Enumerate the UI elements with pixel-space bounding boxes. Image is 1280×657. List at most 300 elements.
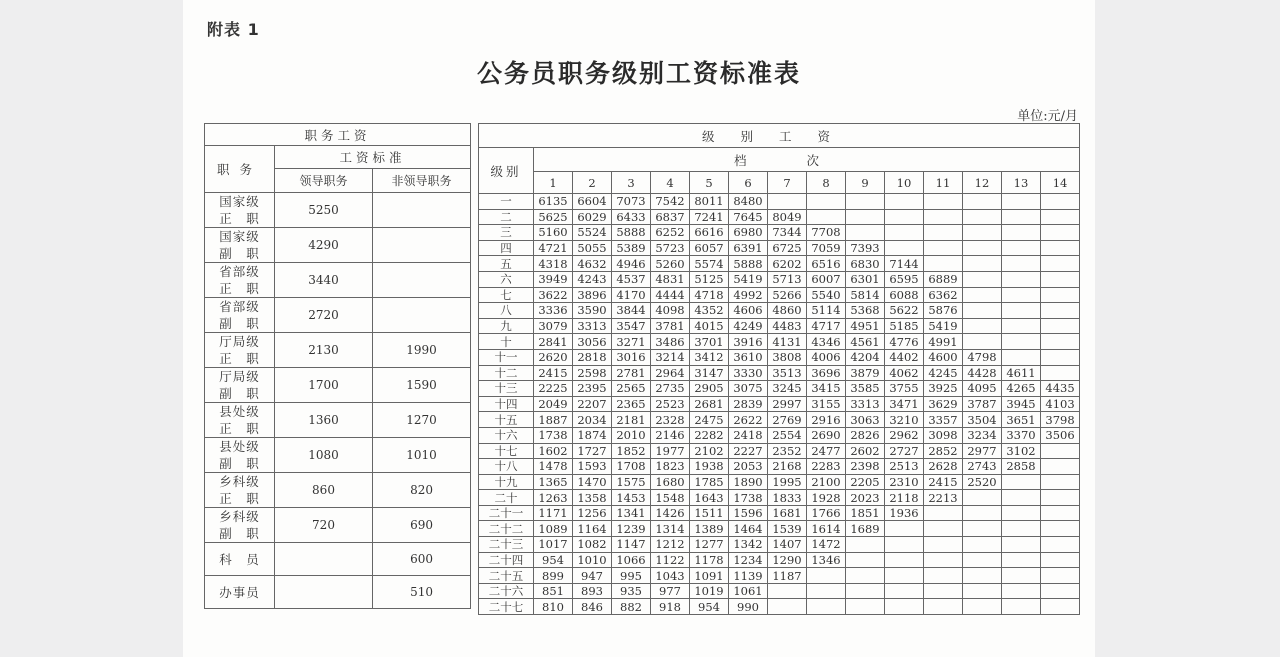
salary-cell: 3155 <box>807 396 846 412</box>
position-row <box>205 298 471 333</box>
grade-row <box>479 365 1080 381</box>
salary-cell: 3798 <box>1041 412 1080 428</box>
salary-cell: 2207 <box>573 396 612 412</box>
salary-cell: 3214 <box>651 349 690 365</box>
nonleader-salary-cell: 1010 <box>373 438 471 473</box>
salary-cell: 5266 <box>768 287 807 303</box>
salary-cell: 3504 <box>963 412 1002 428</box>
salary-cell <box>1002 349 1041 365</box>
salary-cell: 1681 <box>768 505 807 521</box>
salary-cell: 2681 <box>690 396 729 412</box>
salary-cell: 2475 <box>690 412 729 428</box>
grade-row <box>479 599 1080 615</box>
salary-cell <box>885 194 924 210</box>
grade-row <box>479 412 1080 428</box>
salary-cell <box>1002 271 1041 287</box>
position-name-line2: 正 职 <box>219 421 260 436</box>
nonleader-salary-cell: 1270 <box>373 403 471 438</box>
grade-row <box>479 303 1080 319</box>
salary-cell <box>807 568 846 584</box>
step-number-header: 1 <box>534 172 573 194</box>
leader-salary-cell: 4290 <box>275 228 373 263</box>
position-row <box>205 473 471 508</box>
position-name-line1: 县处级 <box>219 404 260 419</box>
salary-cell <box>846 568 885 584</box>
salary-cell: 2365 <box>612 396 651 412</box>
salary-cell <box>1041 365 1080 381</box>
salary-cell <box>846 552 885 568</box>
salary-cell <box>768 583 807 599</box>
salary-cell <box>924 568 963 584</box>
salary-cell: 1212 <box>651 537 690 553</box>
grade-label: 六 <box>479 271 534 287</box>
position-name <box>205 263 275 298</box>
salary-cell: 1066 <box>612 552 651 568</box>
salary-cell: 2168 <box>768 459 807 475</box>
salary-cell: 1346 <box>807 552 846 568</box>
salary-cell: 4606 <box>729 303 768 319</box>
salary-cell: 1928 <box>807 490 846 506</box>
salary-cell: 5419 <box>729 271 768 287</box>
position-name-line2: 副 职 <box>219 316 260 331</box>
salary-cell: 4946 <box>612 256 651 272</box>
salary-cell: 2997 <box>768 396 807 412</box>
salary-cell <box>768 194 807 210</box>
salary-cell: 1263 <box>534 490 573 506</box>
salary-cell: 2622 <box>729 412 768 428</box>
step-number-header: 3 <box>612 172 651 194</box>
grade-label: 二十五 <box>479 568 534 584</box>
salary-cell: 990 <box>729 599 768 615</box>
salary-cell <box>1041 225 1080 241</box>
salary-cell: 5160 <box>534 225 573 241</box>
position-row <box>205 333 471 368</box>
salary-cell <box>1002 240 1041 256</box>
salary-cell: 4860 <box>768 303 807 319</box>
salary-cell: 4991 <box>924 334 963 350</box>
salary-cell <box>924 537 963 553</box>
grade-label: 一 <box>479 194 534 210</box>
salary-cell: 3585 <box>846 381 885 397</box>
salary-cell <box>1041 334 1080 350</box>
step-number-header: 5 <box>690 172 729 194</box>
nonleader-salary-cell <box>373 298 471 333</box>
salary-cell <box>963 537 1002 553</box>
salary-cell: 4428 <box>963 365 1002 381</box>
salary-cell: 1178 <box>690 552 729 568</box>
salary-cell <box>963 568 1002 584</box>
salary-cell <box>1041 271 1080 287</box>
salary-cell <box>963 552 1002 568</box>
salary-cell: 6889 <box>924 271 963 287</box>
position-name-line2: 正 职 <box>219 491 260 506</box>
salary-cell: 4170 <box>612 287 651 303</box>
salary-cell: 6202 <box>768 256 807 272</box>
salary-cell: 3098 <box>924 427 963 443</box>
position-name-line1: 县处级 <box>219 439 260 454</box>
salary-cell: 1164 <box>573 521 612 537</box>
salary-cell: 3547 <box>612 318 651 334</box>
salary-cell <box>885 225 924 241</box>
salary-cell: 5389 <box>612 240 651 256</box>
salary-cell: 8049 <box>768 209 807 225</box>
salary-cell: 3471 <box>885 396 924 412</box>
salary-cell: 4721 <box>534 240 573 256</box>
salary-cell: 2477 <box>807 443 846 459</box>
nonleader-salary-cell: 510 <box>373 576 471 609</box>
salary-cell: 3629 <box>924 396 963 412</box>
nonleader-salary-cell: 600 <box>373 543 471 576</box>
salary-cell: 4318 <box>534 256 573 272</box>
salary-cell: 1314 <box>651 521 690 537</box>
salary-cell <box>1041 194 1080 210</box>
salary-cell: 2690 <box>807 427 846 443</box>
grade-label: 二十三 <box>479 537 534 553</box>
salary-cell: 1277 <box>690 537 729 553</box>
salary-cell: 4131 <box>768 334 807 350</box>
position-name-line1: 国家级 <box>219 194 260 209</box>
salary-cell: 1823 <box>651 459 690 475</box>
grade-label: 二十六 <box>479 583 534 599</box>
grade-row <box>479 209 1080 225</box>
salary-cell <box>1041 240 1080 256</box>
salary-cell: 1936 <box>885 505 924 521</box>
salary-cell <box>885 568 924 584</box>
grade-row <box>479 240 1080 256</box>
salary-cell: 4992 <box>729 287 768 303</box>
position-row <box>205 368 471 403</box>
salary-cell: 6604 <box>573 194 612 210</box>
salary-cell: 3787 <box>963 396 1002 412</box>
grade-label: 十三 <box>479 381 534 397</box>
salary-cell: 1851 <box>846 505 885 521</box>
salary-cell: 947 <box>573 568 612 584</box>
salary-cell: 1890 <box>729 474 768 490</box>
salary-cell: 6362 <box>924 287 963 303</box>
nonleader-column-header: 非领导职务 <box>373 169 471 193</box>
salary-cell: 3330 <box>729 365 768 381</box>
grade-salary-table <box>478 123 1080 615</box>
salary-cell: 5260 <box>651 256 690 272</box>
salary-cell <box>1041 318 1080 334</box>
step-number-header: 12 <box>963 172 1002 194</box>
salary-cell <box>924 256 963 272</box>
salary-cell <box>963 194 1002 210</box>
salary-cell: 2554 <box>768 427 807 443</box>
salary-cell <box>1002 303 1041 319</box>
position-name-line2: 副 职 <box>219 526 260 541</box>
position-name-line2: 副 职 <box>219 246 260 261</box>
salary-cell: 3622 <box>534 287 573 303</box>
salary-cell <box>1041 490 1080 506</box>
salary-cell: 846 <box>573 599 612 615</box>
grade-row <box>479 568 1080 584</box>
salary-cell: 3844 <box>612 303 651 319</box>
salary-cell <box>885 583 924 599</box>
nonleader-salary-cell: 690 <box>373 508 471 543</box>
salary-cell: 1464 <box>729 521 768 537</box>
grade-label: 七 <box>479 287 534 303</box>
position-row <box>205 403 471 438</box>
leader-salary-cell: 1360 <box>275 403 373 438</box>
salary-cell: 1341 <box>612 505 651 521</box>
salary-cell: 6433 <box>612 209 651 225</box>
salary-cell: 851 <box>534 583 573 599</box>
salary-cell: 5368 <box>846 303 885 319</box>
position-name <box>205 193 275 228</box>
grade-row <box>479 396 1080 412</box>
salary-cell: 1389 <box>690 521 729 537</box>
salary-cell <box>1002 537 1041 553</box>
salary-cell: 2818 <box>573 349 612 365</box>
salary-cell <box>963 505 1002 521</box>
grade-label: 十七 <box>479 443 534 459</box>
salary-cell: 4632 <box>573 256 612 272</box>
salary-cell <box>1041 474 1080 490</box>
salary-cell: 2225 <box>534 381 573 397</box>
salary-cell <box>807 599 846 615</box>
grade-row <box>479 443 1080 459</box>
salary-cell: 1874 <box>573 427 612 443</box>
salary-cell: 2034 <box>573 412 612 428</box>
salary-cell: 3945 <box>1002 396 1041 412</box>
leader-salary-cell: 2130 <box>275 333 373 368</box>
position-name-line1: 科 员 <box>219 551 260 567</box>
grade-row <box>479 490 1080 506</box>
position-name-line2: 正 职 <box>219 281 260 296</box>
salary-cell: 2598 <box>573 365 612 381</box>
position-name-line2: 正 职 <box>219 351 260 366</box>
salary-cell <box>885 537 924 553</box>
salary-cell: 7708 <box>807 225 846 241</box>
salary-cell: 2227 <box>729 443 768 459</box>
salary-cell: 3271 <box>612 334 651 350</box>
salary-cell: 882 <box>612 599 651 615</box>
salary-cell: 3016 <box>612 349 651 365</box>
salary-cell: 4346 <box>807 334 846 350</box>
document-title: 公务员职务级别工资标准表 <box>476 59 801 88</box>
salary-cell <box>885 209 924 225</box>
salary-standard-header: 工资标准 <box>275 146 471 169</box>
salary-cell <box>924 225 963 241</box>
position-row <box>205 576 471 609</box>
leader-column-header: 领导职务 <box>275 169 373 193</box>
position-name <box>205 298 275 333</box>
salary-cell: 2735 <box>651 381 690 397</box>
salary-cell: 2418 <box>729 427 768 443</box>
salary-cell: 4243 <box>573 271 612 287</box>
salary-cell: 1043 <box>651 568 690 584</box>
salary-cell: 6595 <box>885 271 924 287</box>
salary-cell <box>924 194 963 210</box>
salary-cell: 7073 <box>612 194 651 210</box>
position-name-line1: 乡科级 <box>219 474 260 489</box>
salary-cell: 3896 <box>573 287 612 303</box>
salary-cell <box>1002 225 1041 241</box>
salary-cell: 4776 <box>885 334 924 350</box>
step-number-header: 4 <box>651 172 690 194</box>
salary-cell: 2023 <box>846 490 885 506</box>
salary-cell: 2727 <box>885 443 924 459</box>
salary-cell <box>807 194 846 210</box>
leader-salary-cell: 2720 <box>275 298 373 333</box>
salary-cell <box>1002 287 1041 303</box>
salary-cell <box>1002 474 1041 490</box>
grade-label: 八 <box>479 303 534 319</box>
salary-cell <box>963 521 1002 537</box>
salary-cell: 2049 <box>534 396 573 412</box>
salary-cell: 2415 <box>924 474 963 490</box>
salary-cell: 3590 <box>573 303 612 319</box>
position-name-line1: 厅局级 <box>219 334 260 349</box>
salary-cell: 1938 <box>690 459 729 475</box>
salary-cell: 1833 <box>768 490 807 506</box>
salary-cell: 2916 <box>807 412 846 428</box>
salary-cell <box>1041 349 1080 365</box>
grade-label: 十五 <box>479 412 534 428</box>
salary-cell: 2852 <box>924 443 963 459</box>
salary-cell: 1995 <box>768 474 807 490</box>
salary-cell: 3879 <box>846 365 885 381</box>
salary-cell: 1358 <box>573 490 612 506</box>
salary-cell <box>885 599 924 615</box>
salary-cell: 3210 <box>885 412 924 428</box>
salary-cell: 810 <box>534 599 573 615</box>
position-name <box>205 403 275 438</box>
position-name <box>205 228 275 263</box>
grade-row <box>479 505 1080 521</box>
salary-cell: 1575 <box>612 474 651 490</box>
salary-cell: 5419 <box>924 318 963 334</box>
salary-cell: 4798 <box>963 349 1002 365</box>
position-name <box>205 543 275 576</box>
salary-cell: 1738 <box>534 427 573 443</box>
salary-cell: 5876 <box>924 303 963 319</box>
salary-cell: 3949 <box>534 271 573 287</box>
salary-cell <box>1041 599 1080 615</box>
salary-cell: 2310 <box>885 474 924 490</box>
position-salary-header: 职务工资 <box>205 124 471 146</box>
step-number-header: 7 <box>768 172 807 194</box>
step-number-header: 14 <box>1041 172 1080 194</box>
position-name-line2: 副 职 <box>219 456 260 471</box>
salary-cell: 3925 <box>924 381 963 397</box>
leader-salary-cell: 3440 <box>275 263 373 298</box>
salary-cell: 1766 <box>807 505 846 521</box>
position-row <box>205 263 471 298</box>
salary-cell: 6088 <box>885 287 924 303</box>
salary-cell: 4015 <box>690 318 729 334</box>
salary-cell: 4435 <box>1041 381 1080 397</box>
grade-label: 十九 <box>479 474 534 490</box>
position-name <box>205 473 275 508</box>
salary-cell: 1472 <box>807 537 846 553</box>
salary-cell: 2858 <box>1002 459 1041 475</box>
grade-row <box>479 225 1080 241</box>
salary-cell: 2743 <box>963 459 1002 475</box>
salary-cell: 1256 <box>573 505 612 521</box>
salary-cell: 1539 <box>768 521 807 537</box>
salary-cell: 1171 <box>534 505 573 521</box>
salary-cell: 5125 <box>690 271 729 287</box>
grade-row <box>479 427 1080 443</box>
salary-cell: 7344 <box>768 225 807 241</box>
position-row <box>205 193 471 228</box>
salary-cell: 2841 <box>534 334 573 350</box>
salary-cell: 5574 <box>690 256 729 272</box>
salary-cell: 1727 <box>573 443 612 459</box>
salary-cell <box>963 287 1002 303</box>
salary-cell: 3357 <box>924 412 963 428</box>
salary-cell: 3916 <box>729 334 768 350</box>
salary-cell <box>885 240 924 256</box>
salary-cell: 1187 <box>768 568 807 584</box>
salary-cell <box>1041 459 1080 475</box>
salary-cell: 1091 <box>690 568 729 584</box>
salary-cell: 3513 <box>768 365 807 381</box>
leader-salary-cell: 720 <box>275 508 373 543</box>
salary-cell: 1147 <box>612 537 651 553</box>
salary-cell: 3370 <box>1002 427 1041 443</box>
salary-cell: 3056 <box>573 334 612 350</box>
salary-cell: 5814 <box>846 287 885 303</box>
salary-cell: 2395 <box>573 381 612 397</box>
grade-label: 三 <box>479 225 534 241</box>
salary-cell: 1234 <box>729 552 768 568</box>
grade-row <box>479 194 1080 210</box>
salary-cell <box>963 318 1002 334</box>
leader-salary-cell: 1700 <box>275 368 373 403</box>
step-number-header: 8 <box>807 172 846 194</box>
salary-cell: 1887 <box>534 412 573 428</box>
salary-cell: 7241 <box>690 209 729 225</box>
salary-cell: 3486 <box>651 334 690 350</box>
salary-cell: 2398 <box>846 459 885 475</box>
salary-cell: 4831 <box>651 271 690 287</box>
salary-cell: 1407 <box>768 537 807 553</box>
position-row <box>205 228 471 263</box>
salary-cell <box>846 194 885 210</box>
salary-cell: 2839 <box>729 396 768 412</box>
salary-cell: 2205 <box>846 474 885 490</box>
grade-label: 二十 <box>479 490 534 506</box>
salary-cell: 1852 <box>612 443 651 459</box>
salary-cell: 4062 <box>885 365 924 381</box>
salary-cell <box>963 225 1002 241</box>
salary-cell: 2565 <box>612 381 651 397</box>
salary-cell <box>768 599 807 615</box>
salary-cell: 4718 <box>690 287 729 303</box>
salary-cell: 4611 <box>1002 365 1041 381</box>
salary-cell <box>924 552 963 568</box>
salary-cell: 1470 <box>573 474 612 490</box>
salary-cell <box>1002 490 1041 506</box>
step-number-header: 13 <box>1002 172 1041 194</box>
salary-cell: 6301 <box>846 271 885 287</box>
salary-cell: 1089 <box>534 521 573 537</box>
salary-cell <box>1002 583 1041 599</box>
salary-cell: 4265 <box>1002 381 1041 397</box>
salary-cell: 4204 <box>846 349 885 365</box>
salary-cell: 1738 <box>729 490 768 506</box>
salary-cell: 6980 <box>729 225 768 241</box>
salary-cell: 3651 <box>1002 412 1041 428</box>
salary-cell <box>963 240 1002 256</box>
salary-cell: 5540 <box>807 287 846 303</box>
salary-cell: 1643 <box>690 490 729 506</box>
salary-cell <box>846 599 885 615</box>
salary-cell <box>963 303 1002 319</box>
